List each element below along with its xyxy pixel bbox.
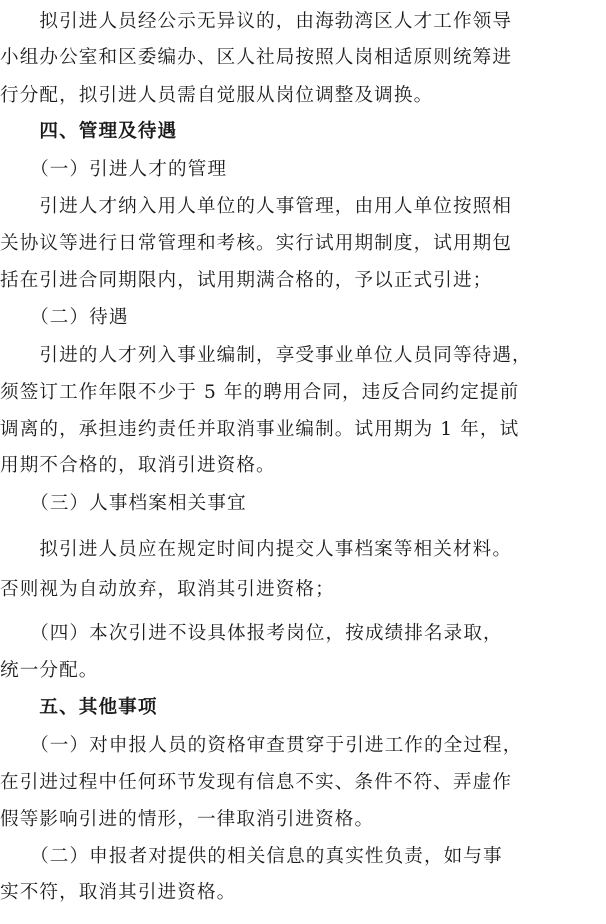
paragraph-line: 拟引进人员经公示无异议的，由海勃湾区人才工作领导 [0,11,513,32]
paragraph-line: 实不符，取消其引进资格。 [0,882,237,903]
paragraph-line: 调离的，承担违约责任并取消事业编制。试用期为 1 年，试 [0,419,520,440]
paragraph-line: 在引进过程中任何环节发现有信息不实、条件不符、弄虚作 [0,772,513,793]
paragraph-line: （四）本次引进不设具体报考岗位，按成绩排名录取， [0,623,503,644]
paragraph-line: 引进的人才列入事业编制，享受事业单位人员同等待遇， [0,345,532,366]
subsection-heading-4-3: （三）人事档案相关事宜 [0,493,247,514]
paragraph-line: （二）申报者对提供的相关信息的真实性负责，如与事 [0,846,503,867]
paragraph-line: 用期不合格的，取消引进资格。 [0,455,276,476]
paragraph-line: 行分配，拟引进人员需自觉服从岗位调整及调换。 [0,85,434,106]
paragraph-line: 否则视为自动放弃，取消其引进资格； [0,579,335,600]
subsection-heading-4-2: （二）待遇 [0,307,129,328]
subsection-heading-4-1: （一）引进人才的管理 [0,159,228,180]
paragraph-line: 假等影响引进的情形，一律取消引进资格。 [0,809,375,830]
paragraph-line: 关协议等进行日常管理和考核。实行试用期制度，试用期包 [0,233,513,254]
paragraph-line: 统一分配。 [0,660,99,681]
paragraph-line: 小组办公室和区委编办、区人社局按照人岗相适原则统筹进 [0,47,513,68]
section-heading-4: 四、管理及待遇 [0,121,178,142]
paragraph-line: 须签订工作年限不少于 5 年的聘用合同，违反合同约定提前 [0,382,520,403]
paragraph-line: 括在引进合同期限内，试用期满合格的，予以正式引进； [0,270,493,291]
section-heading-5: 五、其他事项 [0,697,158,718]
paragraph-line: （一）对申报人员的资格审查贯穿于引进工作的全过程， [0,735,523,756]
paragraph-line: 拟引进人员应在规定时间内提交人事档案等相关材料。 [0,539,513,560]
paragraph-line: 引进人才纳入用人单位的人事管理，由用人单位按照相 [0,196,513,217]
